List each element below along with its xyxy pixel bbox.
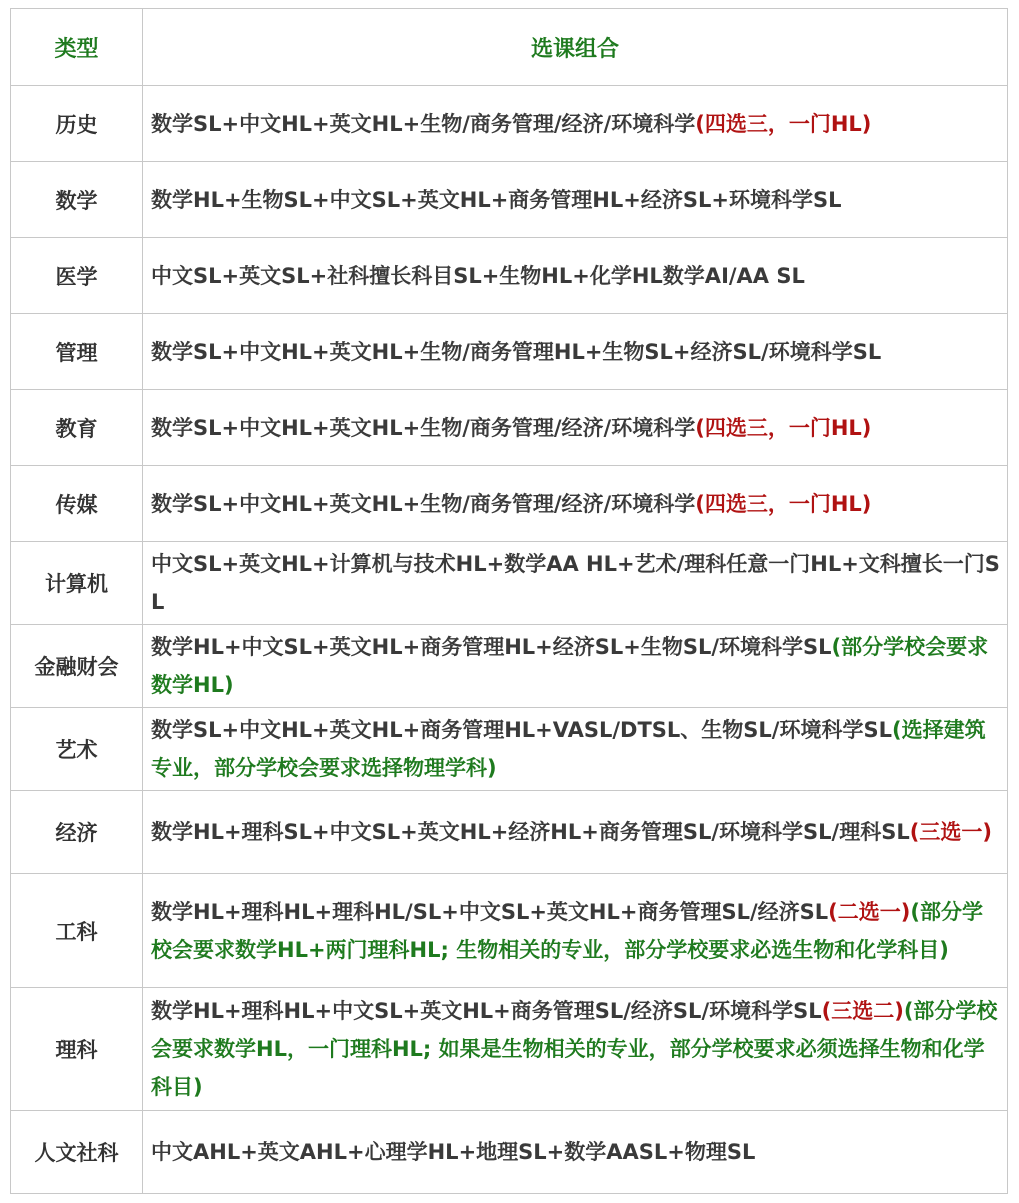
table-row [11, 162, 1008, 238]
type-cell: 艺术 [11, 708, 143, 791]
combo-text: 中文SL+英文SL+社科擅长科目SL+生物HL+化学HL数学AI/AA SL [151, 263, 805, 288]
combo-cell [143, 988, 1008, 1111]
combo-text: 数学HL+理科HL+中文SL+英文HL+商务管理SL/经济SL/环境科学SL [151, 999, 822, 1023]
table-row [11, 625, 1008, 708]
combo-note-green: (部分学校会要求数学HL) [151, 635, 989, 697]
type-cell: 数学 [11, 162, 143, 238]
combo-text: 数学SL+中文HL+英文HL+生物/商务管理/经济/环境科学 [151, 415, 696, 440]
combo-text: 数学HL+中文SL+英文HL+商务管理HL+经济SL+生物SL/环境科学SL [151, 635, 832, 659]
combo-note-red: (三选二) [821, 999, 904, 1023]
combo-cell [143, 1111, 1008, 1194]
table-row [11, 988, 1008, 1111]
table-header-row [11, 9, 1008, 86]
table-row [11, 390, 1008, 466]
combo-note-red: (四选三，一门HL) [695, 415, 872, 440]
type-cell: 计算机 [11, 542, 143, 625]
combo-cell [143, 625, 1008, 708]
combo-text: 数学SL+中文HL+英文HL+生物/商务管理HL+生物SL+经济SL/环境科学SL [151, 339, 882, 364]
type-cell: 人文社科 [11, 1111, 143, 1194]
table-row [11, 466, 1008, 542]
combo-text: 数学SL+中文HL+英文HL+商务管理HL+VASL/DTSL、生物SL/环境科学SL [151, 718, 892, 742]
combo-note-red: (四选三，一门HL) [695, 491, 872, 516]
type-cell: 医学 [11, 238, 143, 314]
type-cell: 金融财会 [11, 625, 143, 708]
combo-text: 数学HL+理科SL+中文SL+英文HL+经济HL+商务管理SL/环境科学SL/理科SL [151, 820, 910, 844]
header-type: 类型 [11, 9, 143, 86]
combo-cell [143, 390, 1008, 466]
table-row [11, 708, 1008, 791]
combo-text: 数学HL+生物SL+中文SL+英文HL+商务管理HL+经济SL+环境科学SL [151, 187, 842, 212]
combo-note-red: (四选三，一门HL) [695, 111, 872, 136]
combo-text: 数学SL+中文HL+英文HL+生物/商务管理/经济/环境科学 [151, 111, 696, 136]
combo-note-green: (部分学校会要求数学HL，一门理科HL; 如果是生物相关的专业，部分学校要求必须选择生物和化学科目) [151, 999, 998, 1099]
table-row [11, 86, 1008, 162]
combo-cell [143, 708, 1008, 791]
table-row [11, 238, 1008, 314]
type-cell: 经济 [11, 791, 143, 874]
table-row [11, 542, 1008, 625]
combo-note-green: (部分学校会要求数学HL+两门理科HL; 生物相关的专业，部分学校要求必选生物和化学科目) [151, 899, 983, 962]
type-cell: 管理 [11, 314, 143, 390]
header-combo: 选课组合 [143, 9, 1008, 86]
table-row [11, 314, 1008, 390]
table-row [11, 874, 1008, 988]
combo-text: 中文SL+英文HL+计算机与技术HL+数学AA HL+艺术/理科任意一门HL+文科擅长一门SL [151, 552, 1000, 614]
combo-cell [143, 86, 1008, 162]
type-cell: 教育 [11, 390, 143, 466]
combo-cell [143, 238, 1008, 314]
combo-cell [143, 466, 1008, 542]
type-cell: 工科 [11, 874, 143, 988]
type-cell: 历史 [11, 86, 143, 162]
course-combination-table [10, 8, 1008, 1194]
combo-text: 数学HL+理科HL+理科HL/SL+中文SL+英文HL+商务管理SL/经济SL [151, 899, 829, 924]
combo-cell [143, 874, 1008, 988]
type-cell: 理科 [11, 988, 143, 1111]
combo-cell [143, 162, 1008, 238]
combo-note-red: (三选一) [909, 820, 992, 844]
course-table-wrapper [10, 8, 1007, 1194]
table-row [11, 791, 1008, 874]
combo-cell [143, 791, 1008, 874]
combo-note-red: (二选一) [828, 899, 911, 924]
combo-text: 中文AHL+英文AHL+心理学HL+地理SL+数学AASL+物理SL [151, 1140, 756, 1164]
combo-text: 数学SL+中文HL+英文HL+生物/商务管理/经济/环境科学 [151, 491, 696, 516]
combo-cell [143, 542, 1008, 625]
table-row [11, 1111, 1008, 1194]
combo-note-green: (选择建筑专业，部分学校会要求选择物理学科) [151, 718, 986, 780]
combo-cell [143, 314, 1008, 390]
table-body [11, 86, 1008, 1194]
type-cell: 传媒 [11, 466, 143, 542]
